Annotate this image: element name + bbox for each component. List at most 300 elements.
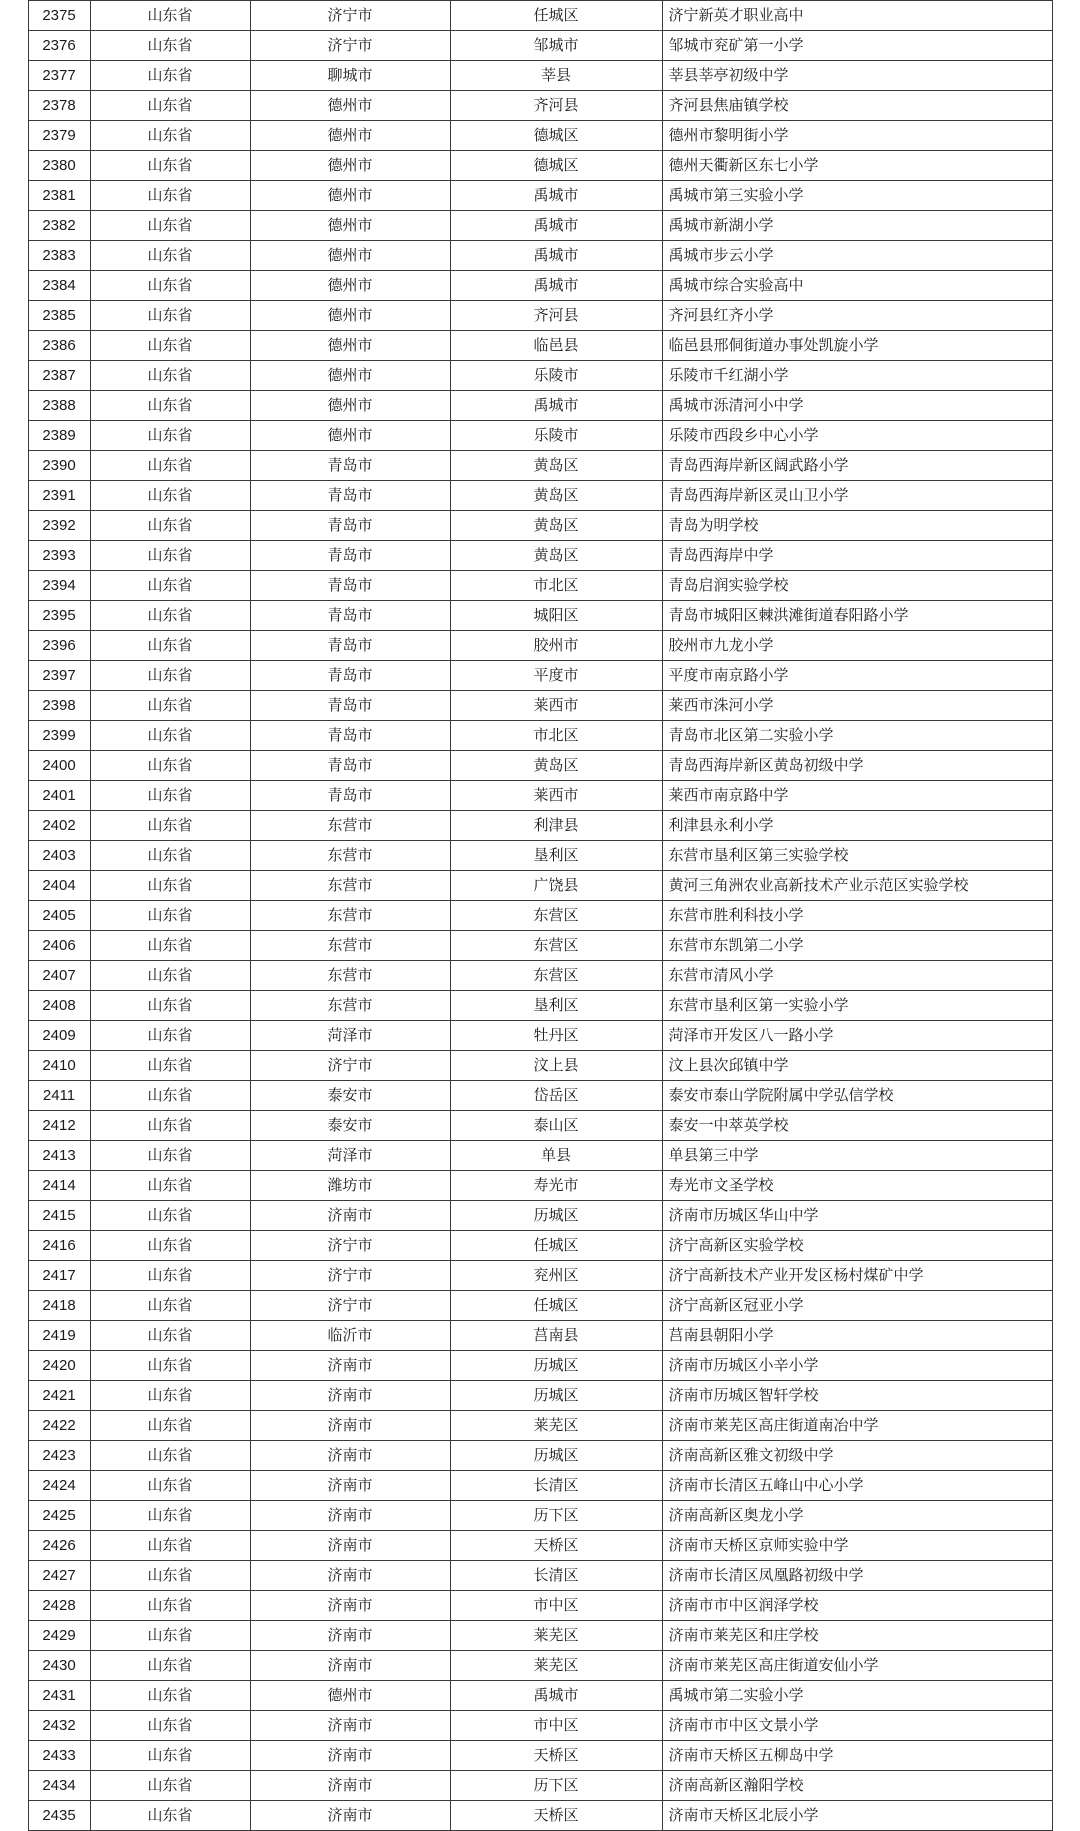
- cell-province: 山东省: [90, 1291, 250, 1321]
- table-row: [28, 841, 1052, 871]
- cell-district: 市中区: [450, 1711, 662, 1741]
- cell-province: 山东省: [90, 1321, 250, 1351]
- cell-school: 济南高新区奥龙小学: [662, 1501, 1052, 1531]
- cell-city: 济南市: [250, 1621, 450, 1651]
- table-row: [28, 1291, 1052, 1321]
- cell-city: 济南市: [250, 1771, 450, 1801]
- cell-school: 德州市黎明街小学: [662, 121, 1052, 151]
- cell-school: 济南市历城区智轩学校: [662, 1381, 1052, 1411]
- cell-province: 山东省: [90, 1441, 250, 1471]
- table-row: [28, 601, 1052, 631]
- table-row: [28, 691, 1052, 721]
- cell-school: 青岛为明学校: [662, 511, 1052, 541]
- cell-province: 山东省: [90, 211, 250, 241]
- cell-city: 临沂市: [250, 1321, 450, 1351]
- table-row: [28, 1381, 1052, 1411]
- table-row: [28, 1741, 1052, 1771]
- cell-province: 山东省: [90, 1351, 250, 1381]
- table-row: [28, 391, 1052, 421]
- cell-school: 禹城市泺清河小中学: [662, 391, 1052, 421]
- cell-city: 东营市: [250, 841, 450, 871]
- cell-district: 莘县: [450, 61, 662, 91]
- cell-province: 山东省: [90, 1111, 250, 1141]
- cell-province: 山东省: [90, 1, 250, 31]
- cell-city: 济南市: [250, 1561, 450, 1591]
- cell-school: 东营市胜利科技小学: [662, 901, 1052, 931]
- cell-index: 2395: [28, 601, 90, 631]
- cell-city: 东营市: [250, 991, 450, 1021]
- cell-index: 2406: [28, 931, 90, 961]
- cell-index: 2432: [28, 1711, 90, 1741]
- table-row: [28, 961, 1052, 991]
- cell-district: 东营区: [450, 901, 662, 931]
- cell-district: 胶州市: [450, 631, 662, 661]
- cell-school: 胶州市九龙小学: [662, 631, 1052, 661]
- cell-city: 青岛市: [250, 481, 450, 511]
- table-row: [28, 901, 1052, 931]
- cell-province: 山东省: [90, 151, 250, 181]
- table-row: [28, 1561, 1052, 1591]
- table-row: [28, 991, 1052, 1021]
- cell-index: 2426: [28, 1531, 90, 1561]
- cell-index: 2409: [28, 1021, 90, 1051]
- cell-school: 莱西市南京路中学: [662, 781, 1052, 811]
- cell-district: 单县: [450, 1141, 662, 1171]
- cell-city: 德州市: [250, 1681, 450, 1711]
- cell-index: 2398: [28, 691, 90, 721]
- cell-index: 2377: [28, 61, 90, 91]
- cell-index: 2394: [28, 571, 90, 601]
- cell-city: 德州市: [250, 301, 450, 331]
- table-row: [28, 301, 1052, 331]
- cell-district: 市北区: [450, 571, 662, 601]
- cell-city: 东营市: [250, 901, 450, 931]
- table-row: [28, 1351, 1052, 1381]
- cell-index: 2412: [28, 1111, 90, 1141]
- cell-city: 青岛市: [250, 541, 450, 571]
- table-row: [28, 1, 1052, 31]
- cell-province: 山东省: [90, 61, 250, 91]
- cell-district: 岱岳区: [450, 1081, 662, 1111]
- cell-index: 2418: [28, 1291, 90, 1321]
- cell-school: 青岛市城阳区棘洪滩街道春阳路小学: [662, 601, 1052, 631]
- cell-district: 利津县: [450, 811, 662, 841]
- table-row: [28, 151, 1052, 181]
- cell-school: 平度市南京路小学: [662, 661, 1052, 691]
- cell-province: 山东省: [90, 691, 250, 721]
- cell-school: 济宁新英才职业高中: [662, 1, 1052, 31]
- cell-index: 2411: [28, 1081, 90, 1111]
- cell-school: 青岛西海岸新区灵山卫小学: [662, 481, 1052, 511]
- table-row: [28, 1051, 1052, 1081]
- cell-school: 济宁高新技术产业开发区杨村煤矿中学: [662, 1261, 1052, 1291]
- cell-school: 禹城市第二实验小学: [662, 1681, 1052, 1711]
- cell-school: 济南高新区瀚阳学校: [662, 1771, 1052, 1801]
- cell-school: 济南市市中区润泽学校: [662, 1591, 1052, 1621]
- cell-district: 长清区: [450, 1471, 662, 1501]
- cell-city: 济南市: [250, 1801, 450, 1831]
- cell-district: 历城区: [450, 1201, 662, 1231]
- cell-district: 禹城市: [450, 211, 662, 241]
- cell-school: 临邑县邢侗街道办事处凯旋小学: [662, 331, 1052, 361]
- cell-province: 山东省: [90, 1771, 250, 1801]
- cell-school: 东营市垦利区第一实验小学: [662, 991, 1052, 1021]
- table-row: [28, 1441, 1052, 1471]
- cell-city: 青岛市: [250, 661, 450, 691]
- table-row: [28, 1021, 1052, 1051]
- cell-school: 禹城市综合实验高中: [662, 271, 1052, 301]
- cell-district: 泰山区: [450, 1111, 662, 1141]
- cell-district: 黄岛区: [450, 451, 662, 481]
- cell-school: 莘县莘亭初级中学: [662, 61, 1052, 91]
- cell-school: 济南市莱芜区和庄学校: [662, 1621, 1052, 1651]
- cell-school: 济南市天桥区北辰小学: [662, 1801, 1052, 1831]
- cell-school: 青岛市北区第二实验小学: [662, 721, 1052, 751]
- cell-district: 历城区: [450, 1351, 662, 1381]
- cell-district: 天桥区: [450, 1531, 662, 1561]
- cell-province: 山东省: [90, 1621, 250, 1651]
- cell-index: 2381: [28, 181, 90, 211]
- table-row: [28, 1471, 1052, 1501]
- cell-city: 东营市: [250, 871, 450, 901]
- cell-city: 济南市: [250, 1741, 450, 1771]
- table-row: [28, 1141, 1052, 1171]
- cell-district: 历城区: [450, 1381, 662, 1411]
- cell-district: 历下区: [450, 1771, 662, 1801]
- table-row: [28, 31, 1052, 61]
- cell-province: 山东省: [90, 1711, 250, 1741]
- cell-district: 东营区: [450, 931, 662, 961]
- cell-school: 禹城市第三实验小学: [662, 181, 1052, 211]
- cell-district: 齐河县: [450, 91, 662, 121]
- cell-city: 泰安市: [250, 1111, 450, 1141]
- cell-school: 禹城市新湖小学: [662, 211, 1052, 241]
- cell-school: 济南市莱芜区高庄街道南冶中学: [662, 1411, 1052, 1441]
- cell-school: 利津县永利小学: [662, 811, 1052, 841]
- cell-district: 莱芜区: [450, 1621, 662, 1651]
- cell-city: 青岛市: [250, 691, 450, 721]
- cell-district: 垦利区: [450, 841, 662, 871]
- cell-index: 2400: [28, 751, 90, 781]
- table-row: [28, 631, 1052, 661]
- cell-city: 青岛市: [250, 751, 450, 781]
- table-row: [28, 811, 1052, 841]
- cell-province: 山东省: [90, 421, 250, 451]
- table-row: [28, 1621, 1052, 1651]
- table-row: [28, 1231, 1052, 1261]
- cell-city: 东营市: [250, 961, 450, 991]
- cell-province: 山东省: [90, 601, 250, 631]
- cell-district: 天桥区: [450, 1741, 662, 1771]
- cell-city: 潍坊市: [250, 1171, 450, 1201]
- cell-index: 2378: [28, 91, 90, 121]
- cell-province: 山东省: [90, 1231, 250, 1261]
- cell-province: 山东省: [90, 1411, 250, 1441]
- cell-index: 2423: [28, 1441, 90, 1471]
- cell-index: 2435: [28, 1801, 90, 1831]
- cell-province: 山东省: [90, 31, 250, 61]
- table-row: [28, 1081, 1052, 1111]
- cell-province: 山东省: [90, 1081, 250, 1111]
- table-row: [28, 541, 1052, 571]
- cell-province: 山东省: [90, 1261, 250, 1291]
- cell-index: 2384: [28, 271, 90, 301]
- cell-city: 济南市: [250, 1471, 450, 1501]
- cell-index: 2397: [28, 661, 90, 691]
- cell-school: 单县第三中学: [662, 1141, 1052, 1171]
- cell-district: 历城区: [450, 1441, 662, 1471]
- cell-city: 青岛市: [250, 451, 450, 481]
- cell-province: 山东省: [90, 631, 250, 661]
- table-row: [28, 1591, 1052, 1621]
- cell-city: 济宁市: [250, 31, 450, 61]
- cell-school: 济宁高新区实验学校: [662, 1231, 1052, 1261]
- cell-school: 济南市历城区小辛小学: [662, 1351, 1052, 1381]
- cell-city: 青岛市: [250, 571, 450, 601]
- cell-province: 山东省: [90, 1471, 250, 1501]
- table-row: [28, 241, 1052, 271]
- cell-province: 山东省: [90, 781, 250, 811]
- cell-city: 青岛市: [250, 631, 450, 661]
- table-row: [28, 931, 1052, 961]
- cell-district: 邹城市: [450, 31, 662, 61]
- cell-province: 山东省: [90, 1051, 250, 1081]
- cell-province: 山东省: [90, 1531, 250, 1561]
- cell-district: 黄岛区: [450, 541, 662, 571]
- cell-district: 任城区: [450, 1231, 662, 1261]
- cell-district: 莒南县: [450, 1321, 662, 1351]
- table-row: [28, 721, 1052, 751]
- cell-school: 东营市清风小学: [662, 961, 1052, 991]
- cell-index: 2383: [28, 241, 90, 271]
- cell-district: 禹城市: [450, 271, 662, 301]
- cell-index: 2387: [28, 361, 90, 391]
- cell-index: 2421: [28, 1381, 90, 1411]
- cell-school: 乐陵市西段乡中心小学: [662, 421, 1052, 451]
- cell-province: 山东省: [90, 1501, 250, 1531]
- cell-school: 齐河县红齐小学: [662, 301, 1052, 331]
- table-row: [28, 181, 1052, 211]
- cell-index: 2420: [28, 1351, 90, 1381]
- cell-school: 济南高新区雅文初级中学: [662, 1441, 1052, 1471]
- cell-school: 济南市长清区凤凰路初级中学: [662, 1561, 1052, 1591]
- cell-province: 山东省: [90, 361, 250, 391]
- cell-index: 2391: [28, 481, 90, 511]
- cell-district: 广饶县: [450, 871, 662, 901]
- cell-province: 山东省: [90, 121, 250, 151]
- cell-district: 德城区: [450, 151, 662, 181]
- cell-province: 山东省: [90, 451, 250, 481]
- cell-index: 2393: [28, 541, 90, 571]
- cell-province: 山东省: [90, 241, 250, 271]
- cell-index: 2416: [28, 1231, 90, 1261]
- cell-city: 德州市: [250, 391, 450, 421]
- cell-index: 2415: [28, 1201, 90, 1231]
- cell-school: 济南市天桥区五柳岛中学: [662, 1741, 1052, 1771]
- cell-district: 任城区: [450, 1, 662, 31]
- cell-school: 济南市历城区华山中学: [662, 1201, 1052, 1231]
- cell-index: 2408: [28, 991, 90, 1021]
- table-row: [28, 1411, 1052, 1441]
- cell-school: 青岛西海岸新区黄岛初级中学: [662, 751, 1052, 781]
- cell-city: 济南市: [250, 1591, 450, 1621]
- cell-index: 2413: [28, 1141, 90, 1171]
- cell-school: 济南市天桥区京师实验中学: [662, 1531, 1052, 1561]
- cell-index: 2424: [28, 1471, 90, 1501]
- cell-index: 2390: [28, 451, 90, 481]
- cell-district: 黄岛区: [450, 511, 662, 541]
- table-body: [28, 1, 1052, 1831]
- cell-province: 山东省: [90, 1021, 250, 1051]
- cell-province: 山东省: [90, 1381, 250, 1411]
- cell-province: 山东省: [90, 1171, 250, 1201]
- cell-school: 东营市垦利区第三实验学校: [662, 841, 1052, 871]
- cell-city: 东营市: [250, 811, 450, 841]
- cell-province: 山东省: [90, 901, 250, 931]
- cell-school: 泰安市泰山学院附属中学弘信学校: [662, 1081, 1052, 1111]
- cell-index: 2428: [28, 1591, 90, 1621]
- cell-school: 青岛西海岸新区阔武路小学: [662, 451, 1052, 481]
- cell-city: 青岛市: [250, 601, 450, 631]
- cell-index: 2382: [28, 211, 90, 241]
- cell-index: 2389: [28, 421, 90, 451]
- cell-index: 2399: [28, 721, 90, 751]
- cell-city: 泰安市: [250, 1081, 450, 1111]
- cell-index: 2422: [28, 1411, 90, 1441]
- table-row: [28, 1111, 1052, 1141]
- cell-district: 汶上县: [450, 1051, 662, 1081]
- cell-school: 禹城市步云小学: [662, 241, 1052, 271]
- table-row: [28, 331, 1052, 361]
- cell-school: 莒南县朝阳小学: [662, 1321, 1052, 1351]
- cell-district: 平度市: [450, 661, 662, 691]
- cell-index: 2386: [28, 331, 90, 361]
- cell-index: 2407: [28, 961, 90, 991]
- cell-school: 济宁高新区冠亚小学: [662, 1291, 1052, 1321]
- cell-province: 山东省: [90, 811, 250, 841]
- cell-city: 济宁市: [250, 1291, 450, 1321]
- cell-city: 济宁市: [250, 1261, 450, 1291]
- table-row: [28, 61, 1052, 91]
- cell-district: 任城区: [450, 1291, 662, 1321]
- cell-index: 2425: [28, 1501, 90, 1531]
- table-row: [28, 1681, 1052, 1711]
- cell-school: 青岛西海岸中学: [662, 541, 1052, 571]
- cell-city: 济宁市: [250, 1231, 450, 1261]
- cell-district: 市中区: [450, 1591, 662, 1621]
- cell-index: 2380: [28, 151, 90, 181]
- cell-province: 山东省: [90, 721, 250, 751]
- table-row: [28, 1531, 1052, 1561]
- cell-province: 山东省: [90, 1681, 250, 1711]
- cell-city: 济南市: [250, 1381, 450, 1411]
- cell-school: 济南市莱芜区高庄街道安仙小学: [662, 1651, 1052, 1681]
- cell-index: 2396: [28, 631, 90, 661]
- cell-district: 莱芜区: [450, 1411, 662, 1441]
- cell-province: 山东省: [90, 511, 250, 541]
- cell-city: 济南市: [250, 1651, 450, 1681]
- table-row: [28, 871, 1052, 901]
- cell-school: 乐陵市千红湖小学: [662, 361, 1052, 391]
- table-row: [28, 1201, 1052, 1231]
- cell-province: 山东省: [90, 1591, 250, 1621]
- cell-province: 山东省: [90, 841, 250, 871]
- cell-index: 2414: [28, 1171, 90, 1201]
- cell-province: 山东省: [90, 541, 250, 571]
- table-row: [28, 1651, 1052, 1681]
- cell-school: 汶上县次邱镇中学: [662, 1051, 1052, 1081]
- cell-index: 2402: [28, 811, 90, 841]
- table-row: [28, 661, 1052, 691]
- cell-index: 2410: [28, 1051, 90, 1081]
- cell-school: 济南市长清区五峰山中心小学: [662, 1471, 1052, 1501]
- cell-province: 山东省: [90, 1141, 250, 1171]
- table-row: [28, 481, 1052, 511]
- cell-city: 德州市: [250, 361, 450, 391]
- cell-district: 长清区: [450, 1561, 662, 1591]
- cell-district: 市北区: [450, 721, 662, 751]
- table-row: [28, 1801, 1052, 1831]
- cell-district: 牡丹区: [450, 1021, 662, 1051]
- cell-index: 2434: [28, 1771, 90, 1801]
- cell-district: 兖州区: [450, 1261, 662, 1291]
- cell-district: 天桥区: [450, 1801, 662, 1831]
- cell-province: 山东省: [90, 331, 250, 361]
- cell-district: 东营区: [450, 961, 662, 991]
- cell-index: 2379: [28, 121, 90, 151]
- cell-index: 2405: [28, 901, 90, 931]
- cell-district: 临邑县: [450, 331, 662, 361]
- cell-school: 青岛启润实验学校: [662, 571, 1052, 601]
- cell-school: 东营市东凯第二小学: [662, 931, 1052, 961]
- cell-city: 德州市: [250, 91, 450, 121]
- cell-district: 乐陵市: [450, 421, 662, 451]
- school-listing-table: [28, 0, 1053, 1831]
- cell-district: 垦利区: [450, 991, 662, 1021]
- cell-school: 泰安一中萃英学校: [662, 1111, 1052, 1141]
- cell-district: 禹城市: [450, 391, 662, 421]
- cell-province: 山东省: [90, 1741, 250, 1771]
- cell-city: 济南市: [250, 1351, 450, 1381]
- cell-district: 禹城市: [450, 241, 662, 271]
- cell-district: 德城区: [450, 121, 662, 151]
- cell-district: 禹城市: [450, 181, 662, 211]
- cell-district: 黄岛区: [450, 481, 662, 511]
- cell-city: 济南市: [250, 1441, 450, 1471]
- cell-city: 德州市: [250, 181, 450, 211]
- cell-city: 德州市: [250, 271, 450, 301]
- cell-city: 德州市: [250, 151, 450, 181]
- cell-school: 莱西市洙河小学: [662, 691, 1052, 721]
- cell-school: 齐河县焦庙镇学校: [662, 91, 1052, 121]
- cell-index: 2427: [28, 1561, 90, 1591]
- table-row: [28, 121, 1052, 151]
- table-row: [28, 511, 1052, 541]
- cell-city: 济南市: [250, 1201, 450, 1231]
- cell-school: 寿光市文圣学校: [662, 1171, 1052, 1201]
- cell-province: 山东省: [90, 391, 250, 421]
- cell-province: 山东省: [90, 871, 250, 901]
- cell-province: 山东省: [90, 301, 250, 331]
- cell-province: 山东省: [90, 91, 250, 121]
- cell-district: 齐河县: [450, 301, 662, 331]
- cell-province: 山东省: [90, 271, 250, 301]
- cell-city: 德州市: [250, 211, 450, 241]
- cell-city: 济宁市: [250, 1051, 450, 1081]
- table-row: [28, 211, 1052, 241]
- cell-city: 济南市: [250, 1531, 450, 1561]
- cell-school: 德州天衢新区东七小学: [662, 151, 1052, 181]
